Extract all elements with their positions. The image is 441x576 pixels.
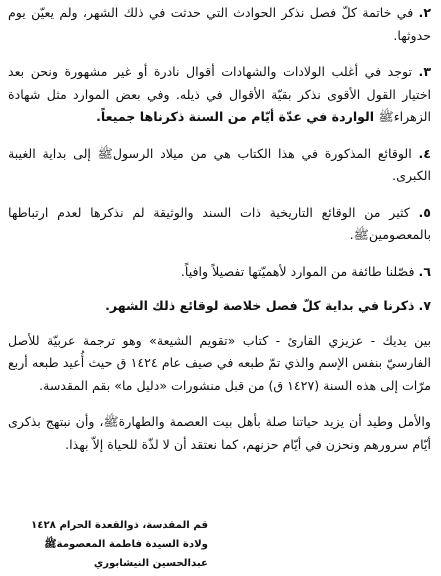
item-number: ٧.	[418, 298, 431, 313]
list-item-3	[8, 61, 431, 129]
honorific-symbol: ﷺ	[44, 539, 57, 550]
item-text: فصّلنا طائفة من الموارد لأهميّتها تفصيلاً وافياً.	[180, 263, 415, 279]
item-text: في خاتمة كلّ فصل نذكر الحوادث التي حدثت في ذلك الشهر، ولم يعيّن يوم حدوثها.	[8, 5, 431, 43]
item-number: ٢.	[418, 5, 431, 20]
item-text-cont: الواردة في عدّة أيّام من السنة ذكرناها جميعاً.	[96, 109, 379, 124]
honorific-symbol: ﷺ	[353, 227, 369, 242]
item-text: الوقائع المذكورة في هذا الكتاب هي من ميلاد الرسول	[112, 145, 412, 161]
signature-occasion	[8, 535, 208, 554]
item-number: ٥.	[418, 204, 431, 220]
item-number: ٣.	[418, 64, 431, 79]
list-item-7	[8, 295, 431, 318]
item-text: كثير من الوقائع التاريخية ذات السند والوثيقة لم نذكرها لعدم ارتباطها بالمعصومين	[8, 204, 431, 242]
item-text-cont: .	[349, 227, 354, 242]
item-text: توجد في أغلب الولادات والشهادات أقوال نادرة أو غير مشهورة ونحن بعد اختيار القول الأقوى نذكر بقيّة الأقوال في ذيله. وفي بعض الموارد مثل شهادة الزهراء	[8, 64, 431, 124]
signature-place-date: قم المقدسة، ذوالقعدة الحرام ١٤٢٨	[31, 520, 208, 531]
list-item-2	[8, 2, 431, 47]
closing-text-cont: ، وأن نبتهج بذكرى أيّام سرورهم ونحزن في أيّام حزنهم، كما نعتقد أن لا لذّة للحياة إلاّ بهذا.	[8, 414, 431, 452]
item-number: ٦.	[418, 263, 431, 279]
signature-occasion-text: ولادة السيدة فاطمة المعصومة	[56, 539, 208, 550]
honorific-symbol: ﷺ	[103, 414, 119, 429]
signature-author: عبدالحسين النيشابوري	[93, 558, 208, 569]
body-text	[8, 2, 431, 456]
item-text-cont: إلى بداية الغيبة الكبرى.	[8, 145, 431, 183]
closing-text: والأمل وطيد أن يزيد حياتنا صلة بأهل بيت العصمة والطهارة	[118, 414, 431, 429]
intro-paragraph: بين يديك - عزيزي القارئ - كتاب «تقويم الشيعة» وهو ترجمة عربيّة للأصل الفارسيّ بنفس الإسم والذي تمّ طبعه في صيف عام ١٤٢٤ ق حيث أُعيد طبعه أربع مرّات إلى هذه السنة (١٤٢٧ ق) من قبل منشورات «دليل ما» بقم المقدسة.	[8, 332, 432, 393]
list-item-6	[8, 261, 431, 284]
honorific-symbol: ﷺ	[97, 145, 113, 161]
honorific-symbol: ﷺ	[378, 109, 394, 124]
list-item-4	[8, 143, 431, 188]
item-text: ذكرنا في بداية كلّ فصل خلاصة لوقائع ذلك الشهر.	[105, 298, 415, 313]
item-number: ٤.	[418, 145, 431, 161]
closing-paragraph	[8, 411, 431, 456]
signature-block	[8, 516, 208, 573]
list-item-5	[8, 202, 431, 247]
